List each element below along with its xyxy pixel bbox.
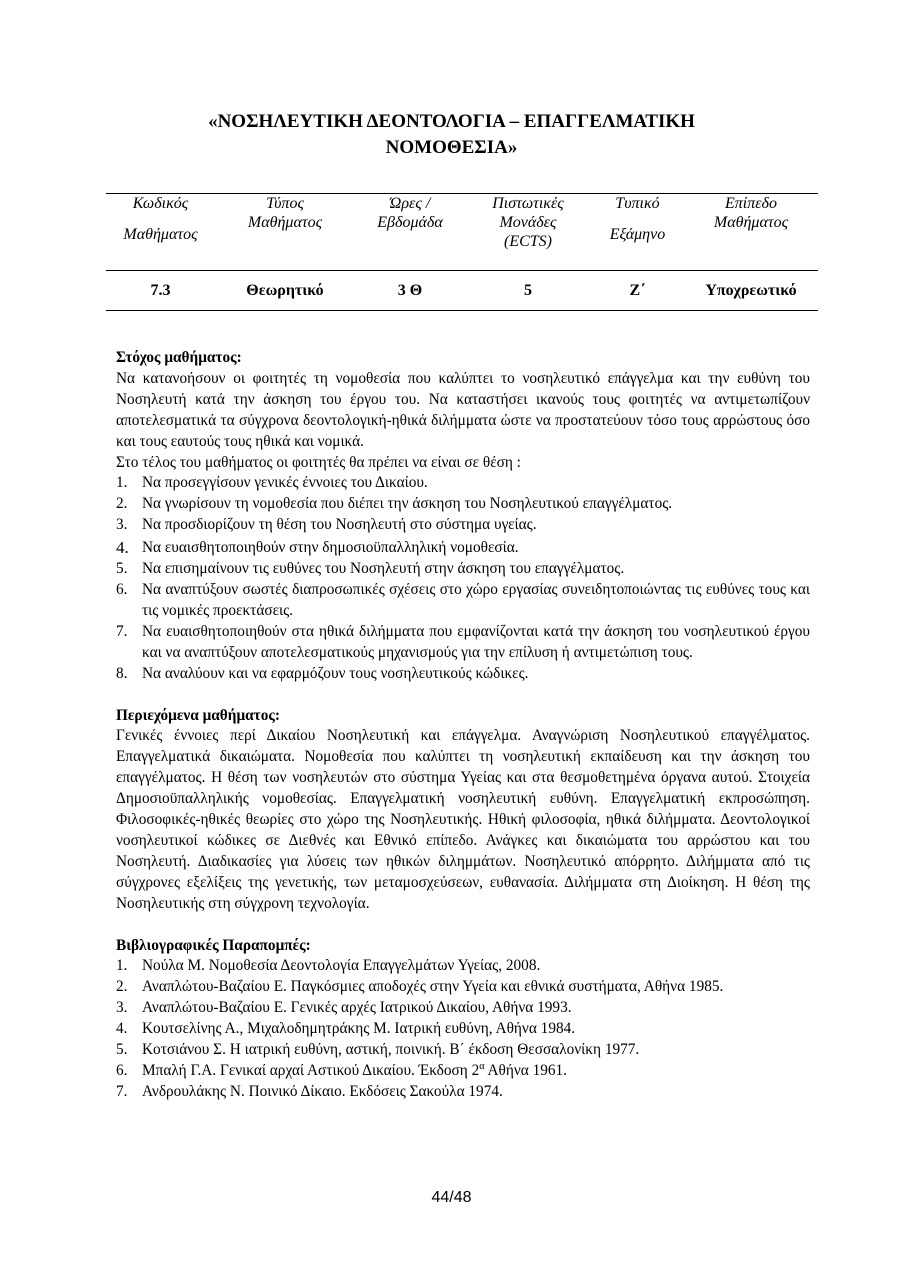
list-item: 6. Να αναπτύξουν σωστές διαπροσωπικές σχέσεις στο χώρο εργασίας συνειδητοποιώντας τις ευθύνες τους και τις νομικές προεκτάσεις. xyxy=(116,580,810,619)
list-item: 5. Κοτσιάνου Σ. Η ιατρική ευθύνη, αστική, ποινική. Β΄ έκδοση Θεσσαλονίκη 1977. xyxy=(116,1041,640,1059)
list-item: 7. Ανδρουλάκης Ν. Ποινικό Δίκαιο. Εκδόσεις Σακούλα 1974. xyxy=(116,1082,503,1100)
list-item: 2. Να γνωρίσουν τη νομοθεσία που διέπει την άσκηση του Νοσηλευτικού επαγγέλματος. xyxy=(116,495,673,513)
header-hours-per-week: Ώρες / Εβδομάδα xyxy=(377,195,443,231)
header-course-code: Κωδικός Μαθήματος xyxy=(123,195,198,243)
value-course-type: Θεωρητικό xyxy=(246,281,324,299)
course-info-table xyxy=(106,193,818,311)
value-course-level: Υποχρεωτικό xyxy=(705,281,797,299)
list-item: 4. Κουτσελίνης Α., Μιχαλοδημητράκης Μ. Ιατρική ευθύνη, Αθήνα 1984. xyxy=(116,1020,576,1038)
course-title-line-1: «ΝΟΣΗΛΕΥΤΙΚΗ ΔΕΟΝΤΟΛΟΓΙΑ – ΕΠΑΓΓΕΛΜΑΤΙΚΗ xyxy=(208,111,695,132)
course-info-values-row xyxy=(106,271,818,311)
header-semester: Τυπικό Εξάμηνο xyxy=(609,195,666,243)
references-heading: Βιβλιογραφικές Παραπομπές: xyxy=(116,936,311,954)
value-semester: Ζ΄ xyxy=(629,281,646,299)
goal-intro: Στο τέλος του μαθήματος οι φοιτητές θα πρέπει να είναι σε θέση : xyxy=(116,453,521,471)
list-item: 7. Να ευαισθητοποιηθούν στα ηθικά διλήμματα που εμφανίζονται κατά την άσκηση του νοσηλευτικού έργου και να αναπτύξουν αποτελεσματικούς μηχανισμούς για την επίλυση ή αντιμετώπιση τους. xyxy=(116,622,810,661)
list-item: 3. Αναπλώτου-Βαζαίου Ε. Γενικές αρχές Ιατρικού Δικαίου, Αθήνα 1993. xyxy=(116,999,572,1017)
value-hours-per-week: 3 Θ xyxy=(397,281,423,299)
value-course-code: 7.3 xyxy=(150,281,171,299)
list-item: 5. Να επισημαίνουν τις ευθύνες του Νοσηλευτή στην άσκηση του επαγγέλματος. xyxy=(116,560,625,578)
list-item: 2. Αναπλώτου-Βαζαίου Ε. Παγκόσμιες αποδοχές στην Υγεία και εθνικά συστήματα, Αθήνα 1985. xyxy=(116,978,724,996)
page-number: 44/48 xyxy=(431,1189,472,1206)
list-item: 6. Μπαλή Γ.Α. Γενικαί αρχαί Αστικού Δικαίου. Έκδοση $2^\alpha$ Αθήνα 1961. xyxy=(116,1060,568,1079)
list-item: 8. Να αναλύουν και να εφαρμόζουν τους νοσηλευτικούς κώδικες. xyxy=(116,664,529,682)
list-item: 1. Νούλα Μ. Νομοθεσία Δεοντολογία Επαγγελμάτων Υγείας, 2008. xyxy=(116,957,541,975)
course-info-header-row xyxy=(106,194,818,271)
goal-paragraph: Να κατανοήσουν οι φοιτητές τη νομοθεσία που καλύπτει το νοσηλευτικό επάγγελμα και την ευθύνη του Νοσηλευτή κατά την άσκηση του έργου του. Να καταστήσει ικανούς τους φοιτητές να αντιμετωπίζουν αποτελεσματικά τα σύγχρονα δεοντολογική-ηθικά διλήμματα ώστε να προστατεύουν τόσο τους αρρώστους όσο και τους εαυτούς τους ηθικά και νομικά. xyxy=(116,369,810,450)
references-list xyxy=(116,956,810,1102)
course-title xyxy=(100,109,803,161)
goal-heading: Στόχος μαθήματος: xyxy=(116,349,242,366)
course-title-line-2: ΝΟΜΟΘΕΣΙΑ» xyxy=(385,137,518,158)
list-item: 3. Να προσδιορίζουν τη θέση του Νοσηλευτή στο σύστημα υγείας. xyxy=(116,516,537,534)
goal-list xyxy=(116,473,810,684)
header-ects: Πιστωτικές Μονάδες (ECTS) xyxy=(492,195,564,250)
contents-paragraph: Γενικές έννοιες περί Δικαίου Νοσηλευτική και επάγγελμα. Αναγνώριση Νοσηλευτικού επαγγέλματος. Επαγγελματικά δικαιώματα. Νομοθεσία που καλύπτει τη νοσηλευτική εκπαίδευση και την άσκηση του επαγγέλματος. Η θέση των νοσηλευτών στο σύστημα Υγείας και στα θεσμοθετημένα όργανα αυτού. Στοιχεία Δημοσιοϋπαλληλικής νομοθεσίας. Επαγγελματική νοσηλευτική ευθύνη. Επαγγελματική εκπροσώπηση. Φιλοσοφικές-ηθικές θεωρίες στο χώρο της Νοσηλευτικής. Ηθική φιλοσοφία, ηθικά διλήμματα. Δεοντολογικοί νοσηλευτικοί κώδικες σε Διεθνές και Εθνικό επίπεδο. Ανάγκες και δικαιώματα του αρρώστου και του Νοσηλευτή. Διαδικασίες για λύσεις των ηθικών διλημμάτων. Νοσηλευτικό απόρρητο. Διλήμματα από τις σύγχρονες εξελίξεις της γενετικής, των μεταμοσχεύσεων, ευθανασία. Διλήμματα στη Διοίκηση. Η θέση της Νοσηλευτικής στη σύγχρονη τεχνολογία. xyxy=(116,727,810,912)
main-content xyxy=(116,348,810,1103)
contents-heading: Περιεχόμενα μαθήματος: xyxy=(116,706,280,724)
list-item: 1. Να προσεγγίσουν γενικές έννοιες του Δικαίου. xyxy=(116,474,428,492)
list-item: 4. Να ευαισθητοποιηθούν στην δημοσιοϋπαλληλική νομοθεσία. xyxy=(116,538,519,558)
value-ects: 5 xyxy=(524,281,532,299)
header-course-level: Επίπεδο Μαθήματος xyxy=(713,195,789,231)
header-course-type: Τύπος Μαθήματος xyxy=(247,195,323,231)
